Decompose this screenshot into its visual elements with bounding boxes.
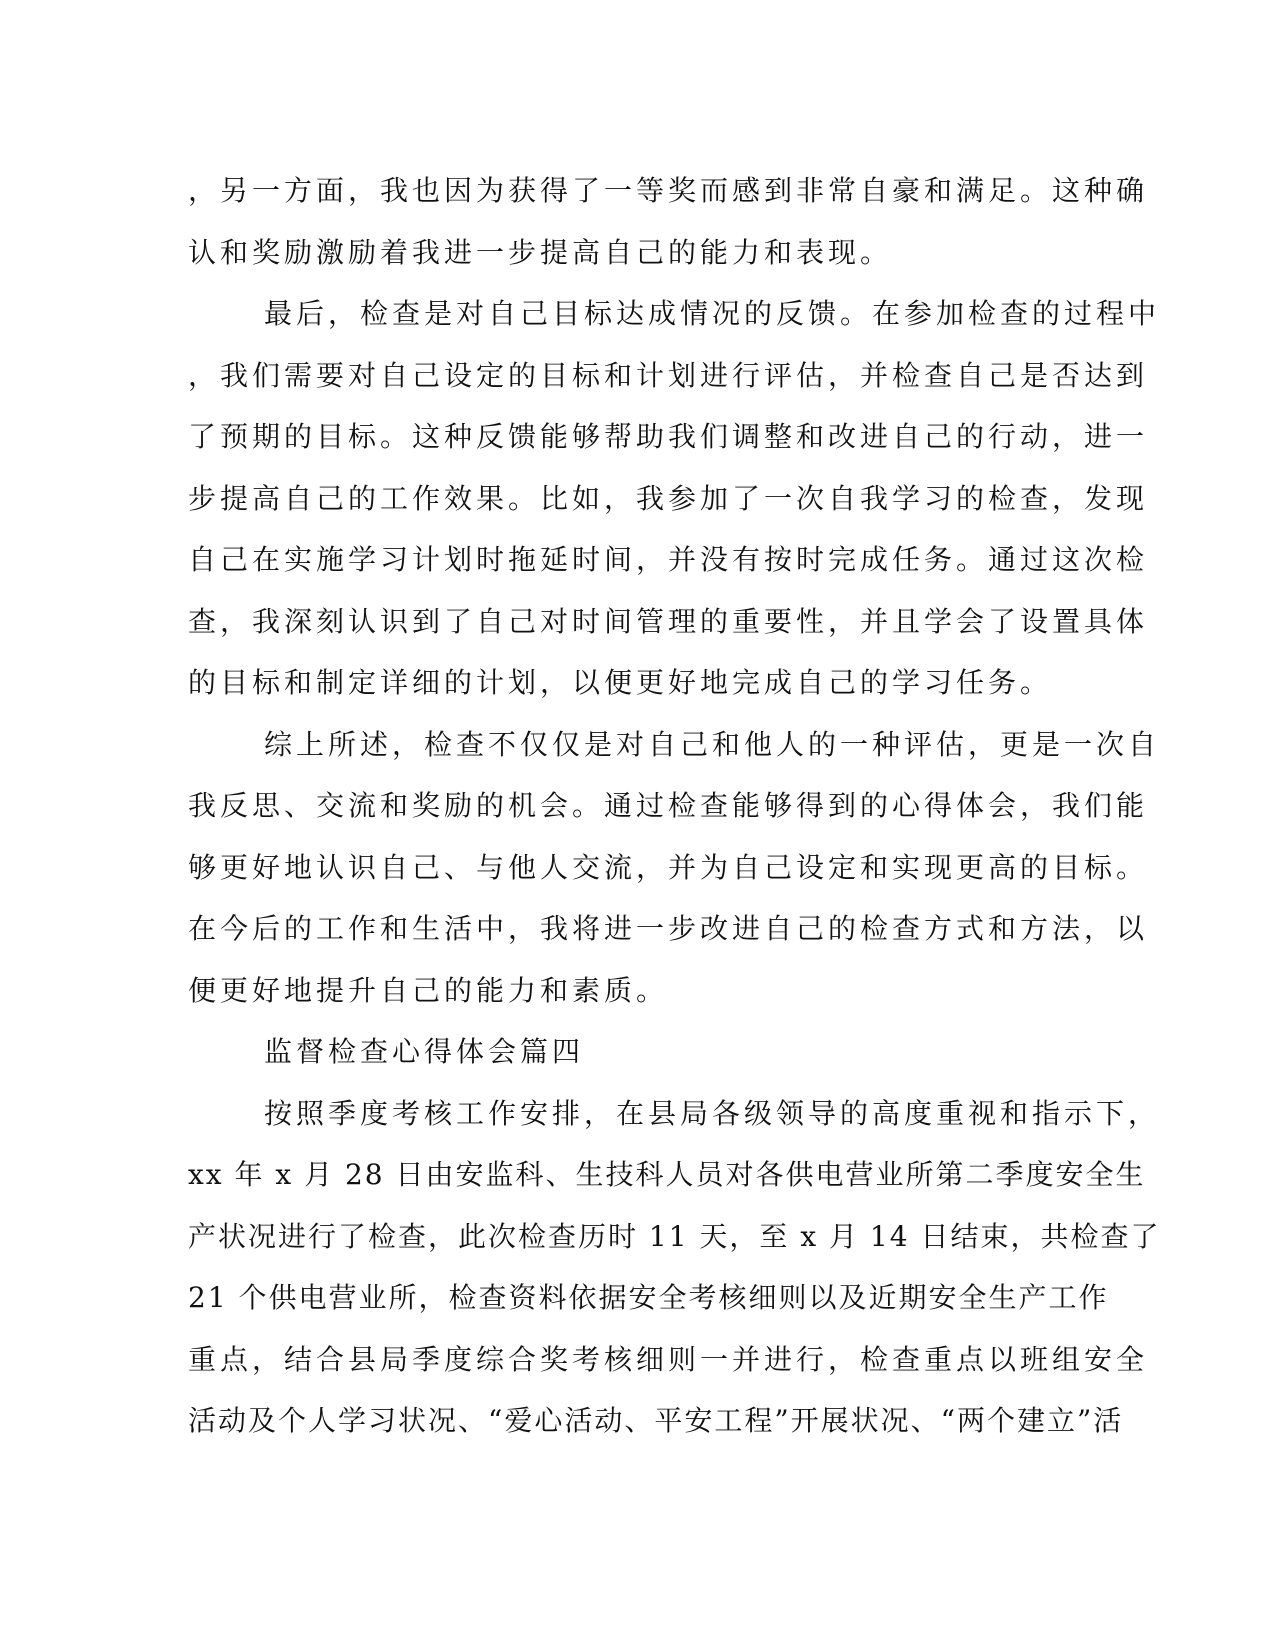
text-line: 产状况进行了检查，此次检查历时 11 天，至 x 月 14 日结束，共检查了 [188,1219,1161,1253]
text-line: 步提高自己的工作效果。比如，我参加了一次自我学习的检查，发现 [188,481,1149,515]
text-line: 我反思、交流和奖励的机会。通过检查能够得到的心得体会，我们能 [188,789,1149,822]
section-heading: 监督检查心得体会篇四 [264,1035,585,1068]
text-line: 便更好地提升自己的能力和素质。 [188,973,669,1007]
text-line: 自己在实施学习计划时拖延时间，并没有按时完成任务。通过这次检 [188,543,1149,576]
text-line: 21 个供电营业所，检查资料依据安全考核细则以及近期安全生产工作 [188,1281,1109,1314]
text-line: xx 年 x 月 28 日由安监科、生技科人员对各供电营业所第二季度安全生 [188,1158,1146,1191]
text-line: ，另一方面，我也因为获得了一等奖而感到非常自豪和满足。这种确 [188,174,1149,207]
text-line: 重点，结合县局季度综合奖考核细则一并进行，检查重点以班组安全 [188,1342,1149,1376]
text-line: 的目标和制定详细的计划，以便更好地完成自己的学习任务。 [188,666,1053,699]
text-line: 认和奖励激励着我进一步提高自己的能力和表现。 [188,235,893,269]
paragraph-start-line: 最后，检查是对自己目标达成情况的反馈。在参加检查的过程中 [264,297,1161,330]
text-line: 查，我深刻认识到了自己对时间管理的重要性，并且学会了设置具体 [188,604,1149,638]
text-line: 了预期的目标。这种反馈能够帮助我们调整和改进自己的行动，进一 [188,420,1149,453]
text-line: 在今后的工作和生活中，我将进一步改进自己的检查方式和方法，以 [188,912,1149,945]
text-line: 够更好地认识自己、与他人交流，并为自己设定和实现更高的目标。 [188,850,1149,884]
paragraph-start-line: 综上所述，检查不仅仅是对自己和他人的一种评估，更是一次自 [264,727,1161,761]
document-body [188,160,1161,1452]
text-line: 活动及个人学习状况、“爱心活动、平安工程”开展状况、“两个建立”活 [188,1404,1124,1437]
text-line: ，我们需要对自己设定的目标和计划进行评估，并检查自己是否达到 [188,358,1149,392]
paragraph-start-line: 按照季度考核工作安排，在县局各级领导的高度重视和指示下， [264,1096,1161,1130]
